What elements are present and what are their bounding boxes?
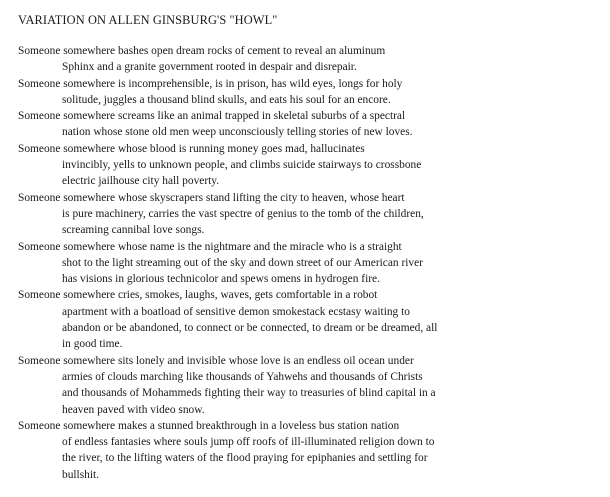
stanza — [18, 190, 604, 239]
stanza-continuation-line: armies of clouds marching like thousands of Yahwehs and thousands of Christs — [62, 370, 423, 383]
stanza — [18, 239, 604, 288]
stanza-continuation-line: bullshit. — [62, 468, 100, 481]
stanza-first-line: Someone somewhere whose skyscrapers stand lifting the city to heaven, whose heart — [18, 191, 405, 204]
stanza — [18, 76, 604, 109]
stanza-first-line: Someone somewhere is incomprehensible, is in prison, has wild eyes, longs for holy — [18, 77, 403, 90]
stanza — [18, 353, 604, 418]
stanza-continuation-line: screaming cannibal love songs. — [62, 224, 205, 237]
poem-title: VARIATION ON ALLEN GINSBURG'S "HOWL" — [18, 13, 278, 27]
stanza-continuation-line: the river, to the lifting waters of the flood praying for epiphanies and settling for — [62, 452, 428, 465]
stanza — [18, 141, 604, 190]
stanza-continuation-line: abandon or be abandoned, to connect or be connected, to dream or be dreamed, all — [62, 322, 438, 335]
stanza-first-line: Someone somewhere screams like an animal trapped in skeletal suburbs of a spectral — [18, 110, 406, 123]
stanza-continuation-line: solitude, juggles a thousand blind skulls, and eats his soul for an encore. — [62, 93, 391, 106]
stanza-continuation-line: in good time. — [62, 338, 123, 351]
stanza — [18, 43, 604, 76]
stanza-first-line: Someone somewhere cries, smokes, laughs, waves, gets comfortable in a robot — [18, 289, 378, 302]
stanza-continuation-line: Sphinx and a granite government rooted in despair and disrepair. — [62, 61, 357, 74]
stanza-first-line: Someone somewhere bashes open dream rocks of cement to reveal an aluminum — [18, 45, 386, 57]
stanza-continuation-line: shot to the light streaming out of the sky and down street of our American river — [62, 256, 423, 269]
stanza-continuation-line: nation whose stone old men weep unconsciously telling stories of new loves. — [62, 126, 413, 139]
stanza-continuation-line: has visions in glorious technicolor and spews omens in hydrogen fire. — [62, 273, 380, 286]
stanza-first-line: Someone somewhere whose name is the nightmare and the miracle who is a straight — [18, 240, 402, 253]
stanza-first-line: Someone somewhere makes a stunned breakthrough in a loveless bus station nation — [18, 419, 400, 432]
stanza-continuation-line: heaven paved with video snow. — [62, 403, 205, 416]
stanza-continuation-line: and thousands of Mohammeds fighting their way to treasuries of blind capital in a — [62, 387, 436, 400]
stanza — [18, 418, 604, 483]
poem-body — [18, 43, 604, 483]
stanza-first-line: Someone somewhere sits lonely and invisible whose love is an endless oil ocean under — [18, 354, 414, 367]
stanza-continuation-line: electric jailhouse city hall poverty. — [62, 175, 220, 188]
stanza-first-line: Someone somewhere whose blood is running money goes mad, hallucinates — [18, 142, 365, 155]
stanza-continuation-line: is pure machinery, carries the vast spectre of genius to the tomb of the children, — [62, 207, 424, 220]
stanza-continuation-line: apartment with a boatload of sensitive demon smokestack ecstasy waiting to — [62, 305, 410, 318]
poem-page — [18, 8, 604, 483]
stanza — [18, 108, 604, 141]
stanza-continuation-line: of endless fantasies where souls jump off roofs of ill-illuminated religion down to — [62, 436, 435, 449]
stanza-continuation-line: invincibly, yells to unknown people, and climbs suicide stairways to crossbone — [62, 159, 422, 172]
stanza — [18, 287, 604, 352]
